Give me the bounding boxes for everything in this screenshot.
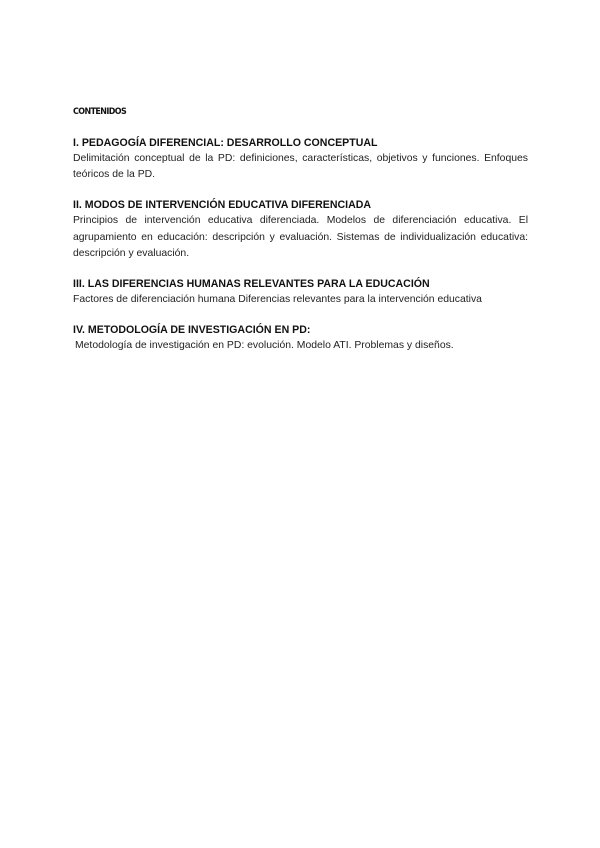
section-heading: IV. METODOLOGÍA DE INVESTIGACIÓN EN PD: (73, 324, 311, 337)
section-body: Delimitación conceptual de la PD: definiciones, características, objetivos y funciones. Enfoques teóricos de la PD. (73, 153, 528, 181)
section-body: Metodología de investigación en PD: evolución. Modelo ATI. Problemas y diseños. (75, 340, 454, 352)
contents-title: CONTENIDOS (73, 106, 127, 117)
section-body: Principios de intervención educativa diferenciada. Modelos de diferenciación educativa. El agrupamiento en educación: descripción y evaluación. Sistemas de individualización educativa: descripción y evaluación. (73, 215, 528, 259)
section-heading: I. PEDAGOGÍA DIFERENCIAL: DESARROLLO CONCEPTUAL (73, 137, 378, 149)
section-1 (73, 135, 528, 183)
document-page (73, 105, 528, 368)
section-2 (73, 197, 528, 262)
section-heading: II. MODOS DE INTERVENCIÓN EDUCATIVA DIFERENCIADA (73, 199, 372, 212)
section-3 (73, 276, 528, 308)
section-body: Factores de diferenciación humana Diferencias relevantes para la intervención educativa (73, 294, 482, 306)
section-heading: III. LAS DIFERENCIAS HUMANAS RELEVANTES PARA LA EDUCACIÓN (73, 278, 430, 291)
section-4 (73, 322, 528, 354)
